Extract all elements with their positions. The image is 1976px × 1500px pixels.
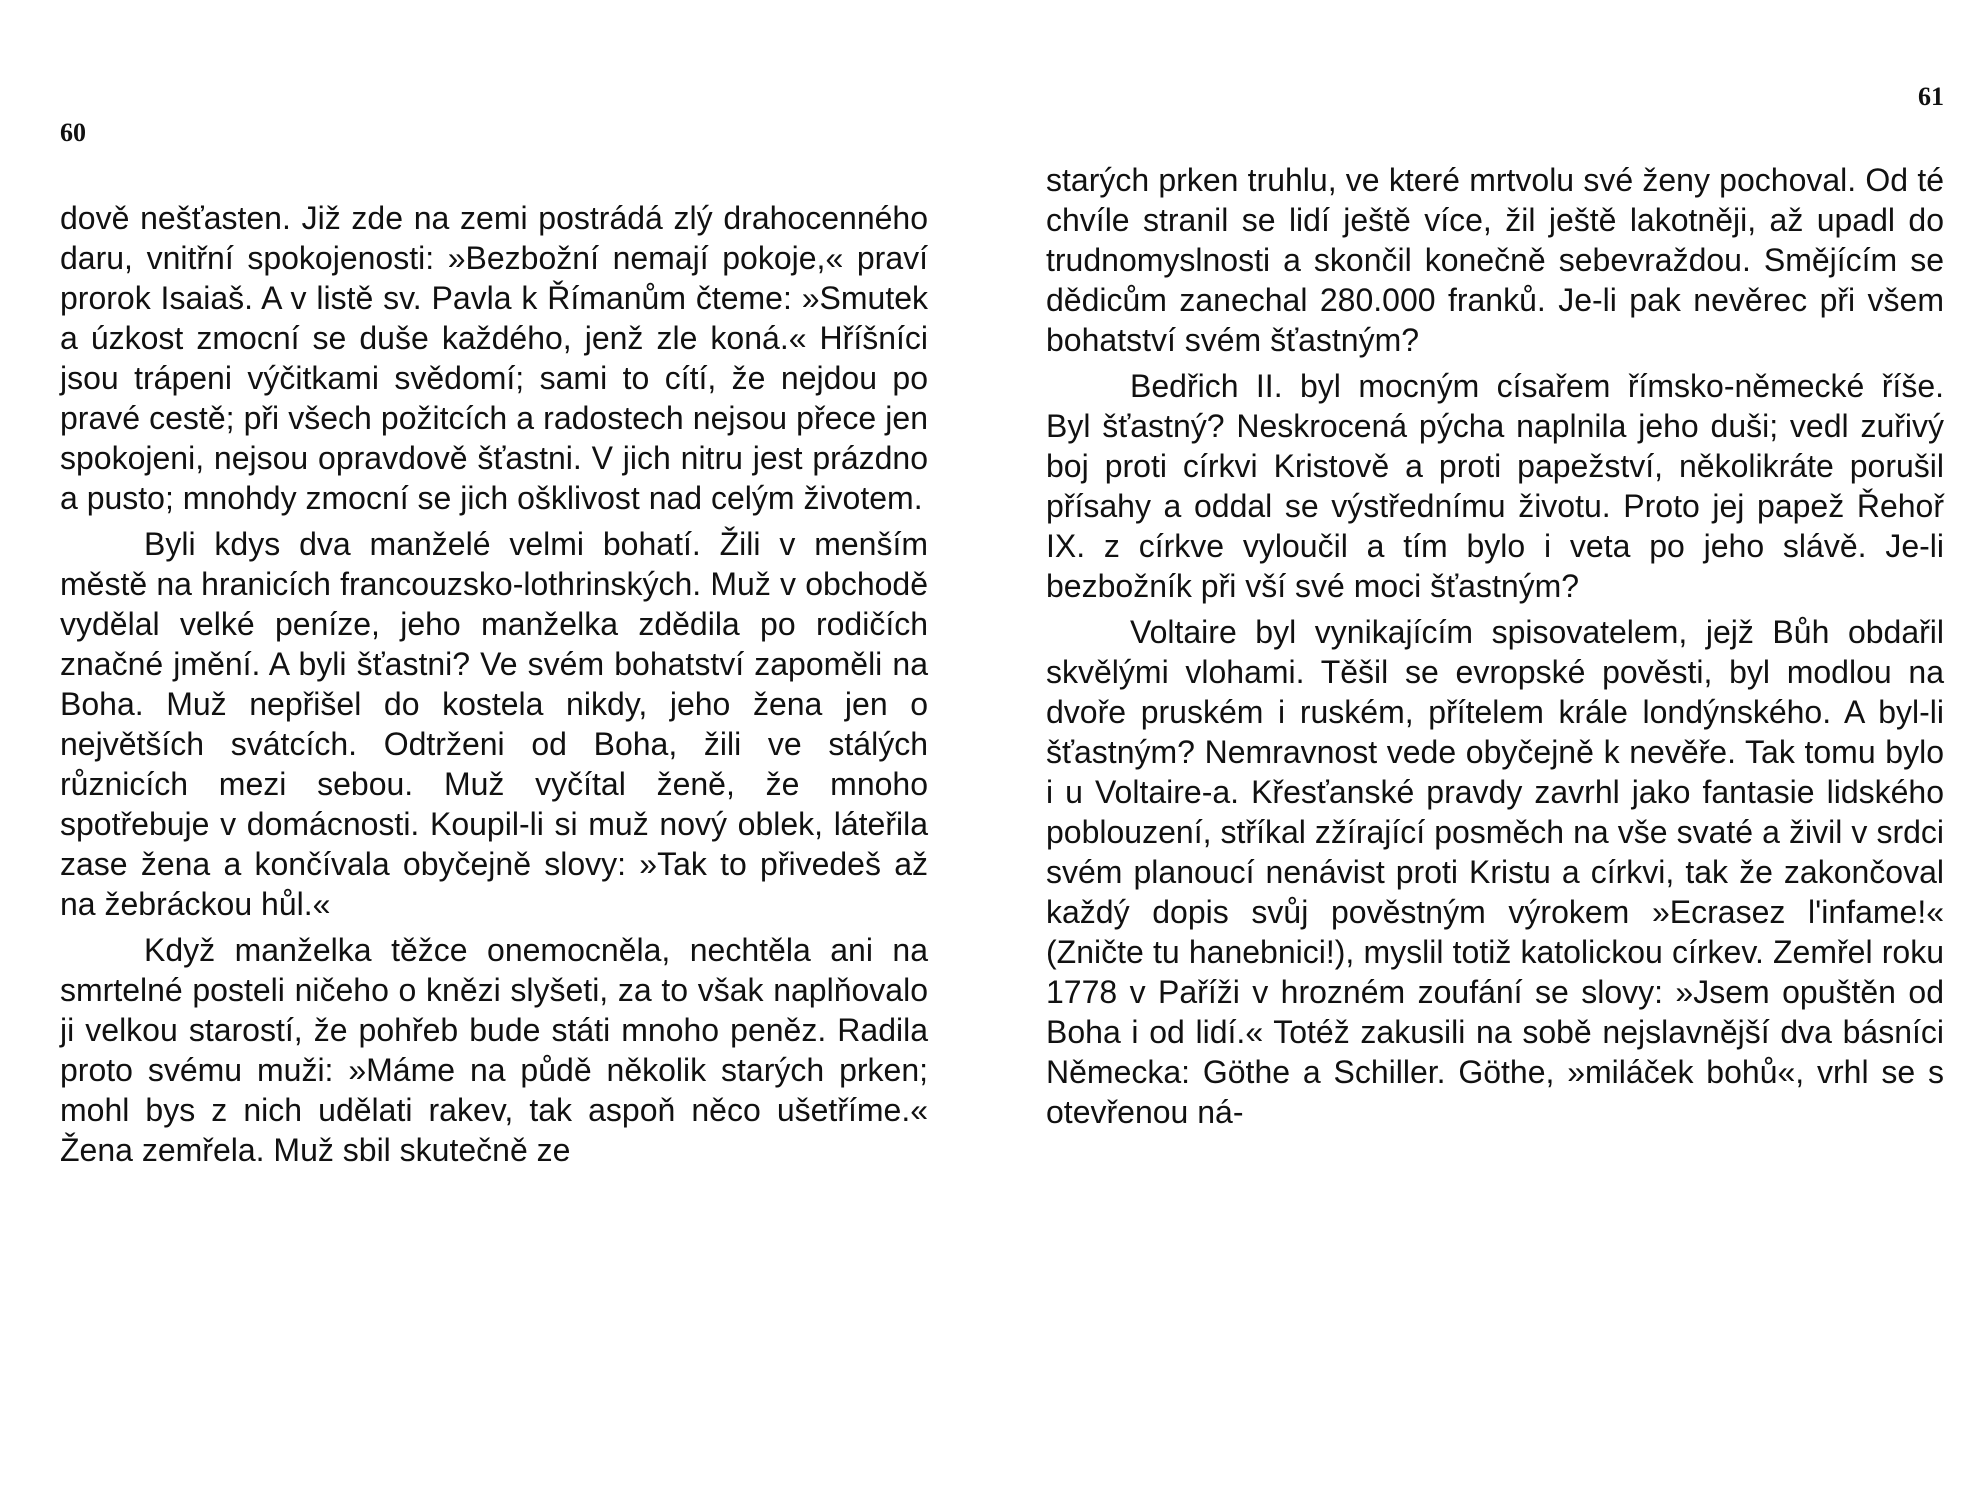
paragraph: Bedřich II. byl mocným císařem římsko-německé říše. Byl šťastný? Neskrocená pýcha naplnila jeho duši; vedl zuřivý boj proti církvi Kristově a proti papežství, několikráte porušil přísahy a oddal se výstřednímu životu. Proto jej papež Řehoř IX. z církve vyloučil a tím bylo i veta po jeho slávě. Je-li bezbožník při vší své moci šťastným? (1046, 368, 1944, 604)
paragraph: Voltaire byl vynikajícím spisovatelem, jejž Bůh obdařil skvělými vlohami. Těšil se evropské pověsti, byl modlou na dvoře pruském i ruském, přítelem krále londýnského. A byl-li šťastným? Nemravnost vede obyčejně k nevěře. Tak tomu bylo i u Voltaire-a. Křesťanské pravdy zavrhl jako fantasie lidského poblouzení, stříkal zžírající posměch na vše svaté a živil v srdci svém planoucí nenávist proti Kristu a církvi, tak že zakončoval každý dopis svůj pověstným výrokem »Ecrasez l'infame!« (Zničte tu hanebnici!), myslil totiž katolickou církev. Zemřel roku 1778 v Paříži v hrozném zoufání se slovy: »Jsem opuštěn od Boha i od lidí.« Totéž zakusili na sobě nejslavnější dva básníci Německa: Göthe a Schiller. Göthe, »miláček bohů«, vrhl se s otevřenou ná- (1046, 614, 1944, 1130)
left-page-text (60, 198, 928, 1176)
paragraph: Když manželka těžce onemocněla, nechtěla ani na smrtelné posteli ničeho o knězi slyšeti, za to však naplňovalo ji velkou starostí, že pohřeb bude státi mnoho peněz. Radila proto svému muži: »Máme na půdě několik starých prken; mohl bys z nich udělati rakev, tak aspoň něco ušetříme.« Žena zemřela. Muž sbil skutečně ze (60, 932, 928, 1168)
paragraph: Byli kdys dva manželé velmi bohatí. Žili v menším městě na hranicích francouzsko-lothrinských. Muž v obchodě vydělal velké peníze, jeho manželka zdědila po rodičích značné jmění. A byli šťastni? Ve svém bohatství zapoměli na Boha. Muž nepřišel do kostela nikdy, jeho žena jen o největších svátcích. Odtrženi od Boha, žili ve stálých různicích mezi sebou. Muž vyčítal ženě, že mnoho spotřebuje v domácnosti. Koupil-li si muž nový oblek, láteřila zase žena a končívala obyčejně slovy: »Tak to přivedeš až na žebráckou hůl.« (60, 526, 928, 922)
left-page (0, 0, 960, 1500)
right-page (1000, 0, 1976, 1500)
paragraph: starých prken truhlu, ve které mrtvolu své ženy pochoval. Od té chvíle stranil se lidí ještě více, žil ještě lakotněji, až upadl do trudnomyslnosti a skončil konečně sebevraždou. Smějícím se dědicům zanechal 280.000 franků. Je-li pak nevěrec při všem bohatství svém šťastným? (1046, 162, 1944, 358)
paragraph: dově nešťasten. Již zde na zemi postrádá zlý drahocenného daru, vnitřní spokojenosti: »Bezbožní nemají pokoje,« praví prorok Isaiaš. A v listě sv. Pavla k Římanům čteme: »Smutek a úzkost zmocní se duše každého, jenž zle koná.« Hříšníci jsou trápeni výčitkami svědomí; sami to cítí, že nejdou po pravé cestě; při všech požitcích a radostech nejsou přece jen spokojeni, nejsou opravdově šťastni. V jich nitru jest prázdno a pusto; mnohdy zmocní se jich ošklivost nad celým životem. (60, 200, 928, 516)
page-number-left: 60 (60, 118, 86, 147)
right-page-text (1046, 160, 1944, 1138)
page-number-right: 61 (1918, 82, 1944, 111)
